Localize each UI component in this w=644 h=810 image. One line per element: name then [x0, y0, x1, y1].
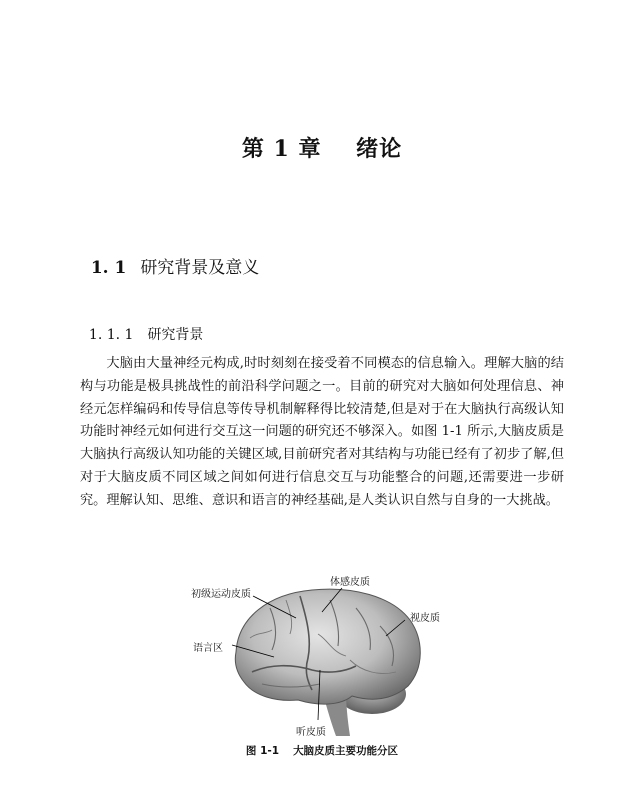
label-auditory-cortex: 听皮质 — [296, 727, 326, 738]
subsection-number: 1. 1. 1 — [88, 327, 134, 343]
section-heading — [80, 233, 259, 278]
section-number: 1. 1 — [90, 258, 127, 278]
section-title: 研究背景及意义 — [140, 258, 260, 278]
figure-number: 图 1-1 — [245, 745, 280, 757]
chapter-title: 第 1 章 绪论 — [241, 136, 403, 162]
label-language-area: 语言区 — [193, 643, 223, 654]
label-visual-cortex: 视皮质 — [410, 613, 440, 624]
brain-figure — [0, 560, 644, 770]
subsection-heading — [80, 308, 203, 344]
brain-illustration — [0, 560, 644, 740]
subsection-title: 研究背景 — [147, 327, 204, 343]
label-somatosensory-cortex: 体感皮质 — [330, 577, 370, 588]
body-paragraph: 大脑由大量神经元构成,时时刻刻在接受着不同模态的信息输入。理解大脑的结构与功能是极具挑战性的前沿科学问题之一。目前的研究对大脑如何处理信息、神经元怎样编码和传导信息等传导机制解释得比较清楚,但是对于在大脑执行高级认知功能时神经元如何进行交互这一问题的研究还不够深入。如图 1-1 所示,大脑皮质是大脑执行高级认知功能的关键区域,目前研究者对其结构与功能已经有了初步了解,但对于大脑皮质不同区域之间如何进行信息交互与功能整合的问题,还需要进一步研究。理解认知、思维、意识和语言的神经基础,是人类认识自然与自身的一大挑战。 — [80, 356, 564, 508]
figure-caption — [0, 743, 644, 758]
figure-caption-text: 大脑皮质主要功能分区 — [293, 745, 399, 757]
label-primary-motor-cortex: 初级运动皮质 — [191, 589, 251, 600]
